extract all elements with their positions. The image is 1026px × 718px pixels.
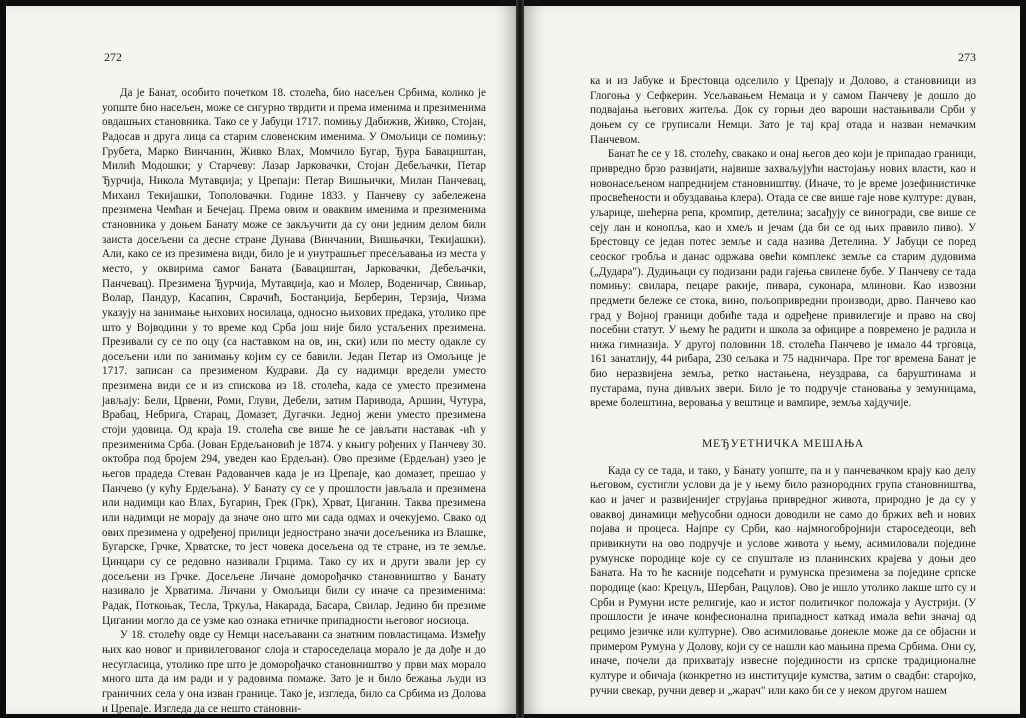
page-number-left: 272 [104,50,122,64]
right-page-body [590,74,976,698]
page-number-right: 273 [958,50,976,64]
left-page-body [102,86,486,714]
paragraph: Да је Банат, особито почетком 18. столећа, био насељен Србима, колико је уопште био насељен, може се сигурно тврдити и према именима и презименима овдашњих становника. Тако се у Јабуци 1717. помињу Дабижив, Живко, Стојан, Радосав и друга лица са старим словенским именима. У Омољици се помињу: Грубета, Марко Винчанин, Живко Влах, Момчило Бугар, Ђура Бавациштан, Милић Модошки; у Старчеву: Лазар Јарковачки, Стојан Дебељачки, Петар Ђурчија, Никола Мутавџија; у Црепаји: Петар Вишњички, Милан Панчевац, Михаил Текијашки, Тополовачки. Године 1833. у Панчеву су забележена презимена Чемћан и Бечејац. Према овим и оваквим именима и презименима становника у доњем Банату може се закључити да су они једним делом били заиста досељени са десне стране Дунава (Винчании, Вишњачки, Текијашки). Али, како се из презимена види, било је и унутрашњег пресељавања из места у место, у оквирима самог Баната (Бавациштан, Јарковачки, Дебељачки, Панчевац). Презимена Ђурчија, Мутавџија, као и Молер, Воденичар, Свињар, Волар, Пандур, Касапин, Сврачић, Бостанџија, Берберин, Терзија, Чизма указују на занимање њихових носилаца, односно њихових предака, утолико пре што у Војводини у то време код Срба још није било устаљених презимена. Презивали су се по оцу (са наставком на ов, ин, ски) или по месту одакле су досељени или по занимању којим су се бавили. Један Петар из Омољице је 1717. записан са презименом Кудрави. Да су надимци вредели уместо презимена види се и из спискова из 18. столећа, када се уместо презимена јављају: Бели, Црвени, Роми, Глуви, Дебели, затим Паривода, Аршин, Чутура, Врабац, Небрига, Старац, Домазет, Дугачки. Једној жени уместо презимена стоји удовица. Од краја 19. столећа све више ће се јављати наставак -ић у презименима Срба. (Јован Ердељановић је 1874. у књигу рођених у Панчеву 30. октобра под бројем 294, уведен као Ердељан). Ово презиме (Ердељан) узео је његов прадеда Стеван Радованчев када је из Црепаје, као домазет, прешао у Панчево (у кућу Ердељана). У Банату су се у прошлости јављала и презимена или надимци као Влах, Бугарин, Грек (Грк), Хрват, Циганин. Таква презимена или надимци не морају да значе оно што ми сада одмах и очекујемо. Свако од ових презимена у одређеној прилици једнострано значи досељеника из Влашке, Бугарске, Грчке, Хрватске, то јест човека досељена од те стране, из те земље. Цинцари су се редовно називали Грцима. Тако су их и други звали јер су досељени из Грчке. Досељене Личане доморођачко становништво у Банату називало је Хрватима. Личани у Омољици били су иначе са презименима: Радак, Поткоњак, Тесла, Тркуља, Накарада, Басара, Свилар. Једино би презиме Цигании могло да се узме као ознака етничке припадности његовог носиоца. [102,87,486,627]
book-gutter [516,0,524,718]
left-page [6,6,516,714]
right-page [524,6,1020,714]
paragraph: Банат ће се у 18. столећу, свакако и онај његов део који је припадао граници, привредно брзо развијати, највише захваљујући настојању нових власти, као и новонасељеном напреднијем становништву. (Иначе, то је време јозефинистичке просвећености и обуздавања клера). Отада се све више гаје нове културе: дуван, уљарице, шећерна репа, кромпир, детелина; засађују се виногради, све више се сеју лан и конопља, као и хмељ и јечам (да би се од њих правило пиво). У Брестовцу се један потес земље и сада назива Детелина. У Јабуци се поред сеоског гробља и данас одржава овећи комплекс земље са старим дудовима („Дудара"). Дудињаци су подизани ради гајења свилене бубе. У Панчеву се тада помињу: свилара, пецаре ракије, пивара, суконара, млинови. Као извозни предмети бележе се стока, вино, пољопривредни производи, дрво. Панчево као град у Војној граници добиће тада и одређене привилегије и право на свој посебни статут. У њему ће радити и школа за официре а повремено је радила и нижа гимназија. У другој половини 18. столећа Панчево је имало 44 трговца, 161 занатлију, 44 рибара, 230 сељака и 75 надничара. Пре тог времена Банат је био неразвијена земља, ретко настањена, неуздрава, са баруштинама и пустарама, пуна дивљих звери. Било је то подручје становања у земуницама, време болештина, веровања у вештице и вампире, земља хајдучије. [590,148,976,410]
paragraph: ка и из Јабуке и Брестовца одселило у Црепају и Долово, а становници из Глогоња у Сефкерин. Усељавањем Немаца и у самом Панчеву је дошло до подвајања његових житеља. Док су горњи део вароши настањивали Срби у доњем су се груписали Немци. Зато је тај крај отада и назван немачким Панчевом. [590,75,976,146]
paragraph: У 18. столећу овде су Немци насељавани са знатним повластицама. Између њих као новог и привилегованог слоја и староседелаца морало је да дође и до несугласица, утолико пре што је доморођачко становништво у први мах морало много шта да им ради и у радовима помаже. Зато је и било бежања људи из граничних села у она изван границе. Тако је, изгледа, било са Србима из Долова и Црепаје. Изгледа да се нешто становни- [102,629,486,714]
paragraph: Када су се тада, и тако, у Банату уопште, па и у панчевачком крају као делу његовом, сустигли услови да је у њему било разнородних група становништва, као и јачег и развијенијег струјања привредног живота, природно је да су у оваквој динамици међусобни односи доводили не само до бржих већ и нових појава и процеса. Најпре су Срби, као најмногобројнији староседеоци, већ привикнути на ово подручје и услове живота у њему, асимиловали поједине румунске породице које су се спуштале из планинских крајева у доњи део Баната. На то ће касније подсећати и румунска презимена за поједине српске породице (као: Крецуљ, Шербан, Рацулов). Ово је ишло утолико лакше што су и Срби и Румуни исте религије, као и истог политичког положаја у Аустрији. (У прошлости је иначе конфесионална припадност каткад имала већи значај од рецимо језичке или културне). Ово асимиловање донекле може да се објасни и примером Румуна у Долову, који су се нашли као мањина према Србима. Они су, иначе, почели да прихватају извесне појединости из српске традиционалне културе и обичаја (конкретно из институције кумства, затим о свадби: старојко, ручни свекар, ручни девер и „жарач" или како би се у неком другом нашем [590,464,976,697]
section-heading: МЕЂУЕТНИЧКА МЕШАЊА [701,437,865,451]
